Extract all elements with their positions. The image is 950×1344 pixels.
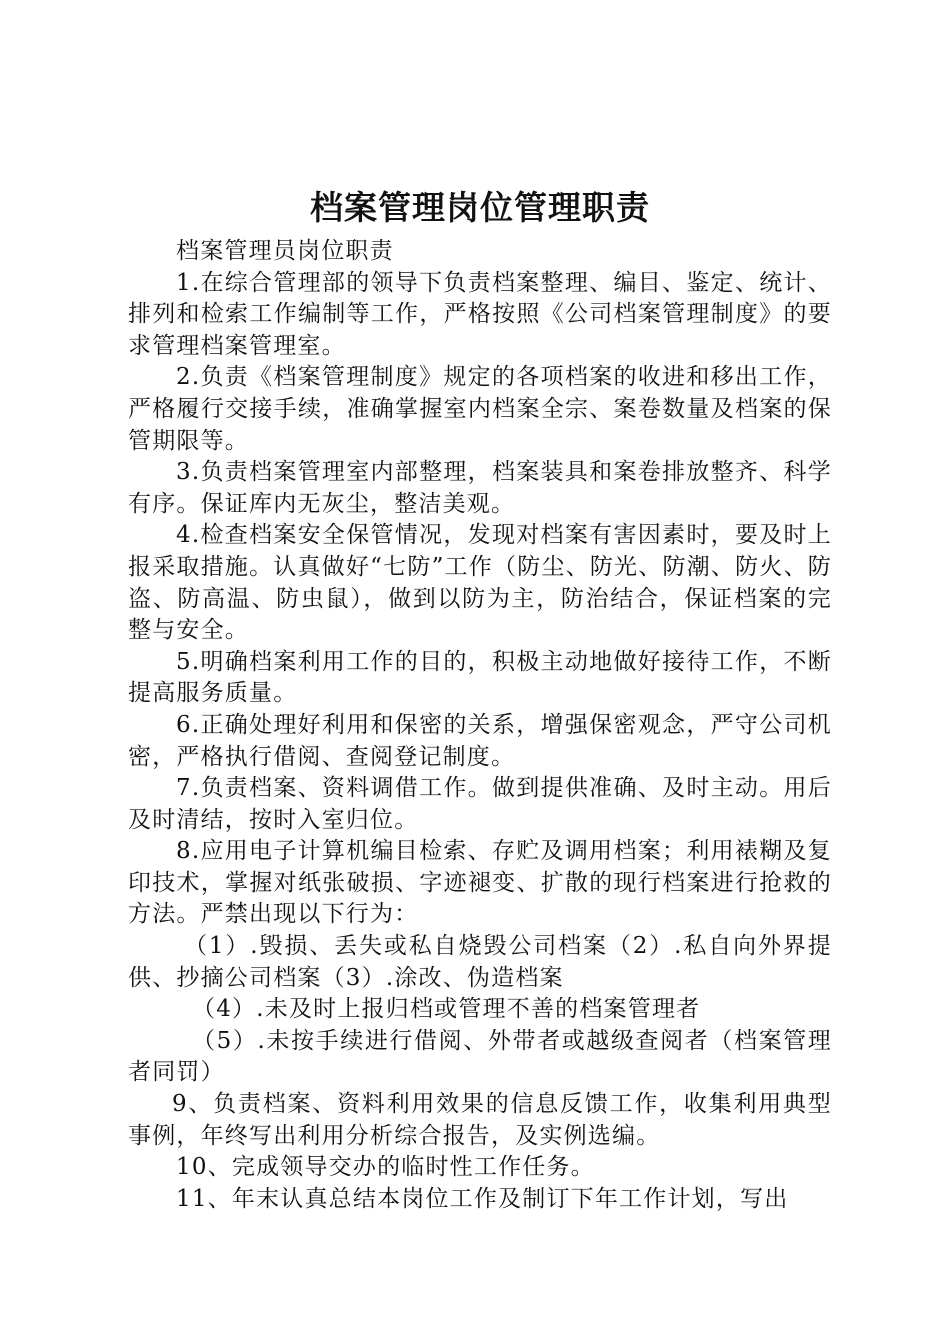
section-heading: 档案管理员岗位职责 bbox=[176, 238, 394, 264]
document-title: 档案管理岗位管理职责 bbox=[310, 188, 650, 227]
paragraph-7: 7.负责档案、资料调借工作。做到提供准确、及时主动。用后及时清结，按时入室归位。 bbox=[128, 775, 832, 833]
paragraph-11: 11、年末认真总结本岗位工作及制订下年工作计划，写出 bbox=[176, 1185, 789, 1212]
paragraph-10: 10、完成领导交办的临时性工作任务。 bbox=[176, 1154, 595, 1181]
paragraph-8: 8.应用电子计算机编目检索、存贮及调用档案；利用裱糊及复印技术，掌握对纸张破损、字迹褪变、扩散的现行档案进行抢救的方法。严禁出现以下行为： bbox=[128, 838, 832, 928]
paragraph-9: 9、负责档案、资料利用效果的信息反馈工作，收集利用典型事例，年终写出利用分析综合报告，及实例选编。 bbox=[128, 1091, 832, 1149]
document-page bbox=[128, 180, 832, 1215]
prohibited-items-1-3: （1）.毁损、丢失或私自烧毁公司档案（2）.私自向外界提供、抄摘公司档案（3）.涂改、伪造档案 bbox=[128, 933, 832, 991]
paragraph-3: 3.负责档案管理室内部整理，档案装具和案卷排放整齐、科学有序。保证库内无灰尘，整洁美观。 bbox=[128, 459, 832, 517]
paragraph-6: 6.正确处理好利用和保密的关系，增强保密观念，严守公司机密，严格执行借阅、查阅登记制度。 bbox=[128, 711, 832, 770]
prohibited-item-4: （4）.未及时上报归档或管理不善的档案管理者 bbox=[192, 996, 701, 1023]
paragraph-4: 4.检查档案安全保管情况，发现对档案有害因素时，要及时上报采取措施。认真做好“七防”工作（防尘、防光、防潮、防火、防盗、防高温、防虫鼠），做到以防为主，防治结合，保证档案的完整与安全。 bbox=[128, 522, 832, 644]
prohibited-item-5: （5）.未按手续进行借阅、外带者或越级查阅者（档案管理者同罚） bbox=[128, 1027, 832, 1086]
paragraph-5: 5.明确档案利用工作的目的，积极主动地做好接待工作，不断提高服务质量。 bbox=[128, 648, 832, 707]
paragraph-2: 2.负责《档案管理制度》规定的各项档案的收进和移出工作，严格履行交接手续，准确掌握室内档案全宗、案卷数量及档案的保管期限等。 bbox=[128, 364, 832, 454]
paragraph-1: 1.在综合管理部的领导下负责档案整理、编目、鉴定、统计、排列和检索工作编制等工作，严格按照《公司档案管理制度》的要求管理档案管理室。 bbox=[128, 269, 832, 359]
